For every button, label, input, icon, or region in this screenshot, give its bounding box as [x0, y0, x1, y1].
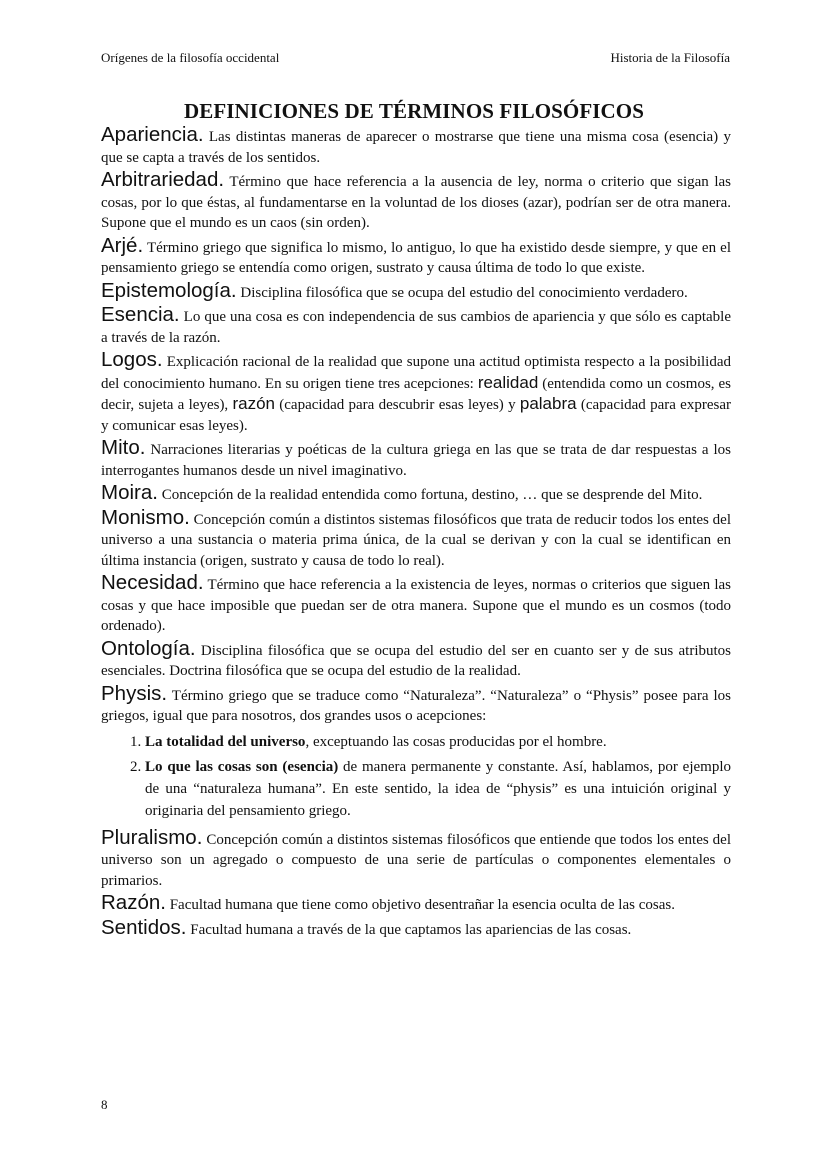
term: Esencia.	[101, 303, 180, 326]
term: Epistemología.	[101, 278, 237, 302]
definition-entry	[101, 305, 731, 348]
term: Arbitrariedad.	[101, 168, 225, 191]
term: Pluralismo.	[101, 825, 203, 849]
definition-entry	[101, 573, 731, 637]
definition: Término que hace referencia a la existencia de leyes, normas o criterios que siguen las cosas y que hace imposible que puedan ser de otra manera. Supone que el mundo es un cosmos (todo ordenado).	[101, 577, 731, 634]
term: Logos.	[101, 348, 163, 371]
running-header	[101, 50, 730, 68]
definition-entry	[101, 505, 731, 572]
term: Necesidad.	[101, 571, 204, 594]
definition-entry	[101, 170, 731, 234]
term: Razón.	[101, 891, 166, 914]
header-right: Historia de la Filosofía	[610, 50, 730, 65]
page-title: DEFINICIONES DE TÉRMINOS FILOSÓFICOS	[183, 99, 645, 123]
definition: Narraciones literarias y poéticas de la cultura griega en las que se trata de dar respuestas a los interrogantes humanos desde un nivel imaginativo.	[101, 442, 731, 479]
definition: (entendida como un cosmos, es decir, sujeta a leyes),	[101, 375, 732, 413]
definitions-list	[101, 125, 731, 942]
definition: Disciplina filosófica que se ocupa del estudio del ser en cuanto ser y de sus atributos esenciales. Doctrina filosófica que se ocupa del estudio de la realidad.	[101, 642, 731, 679]
keyword-realidad: realidad	[477, 372, 539, 392]
keyword-palabra: palabra	[519, 394, 577, 413]
definition-entry	[101, 125, 731, 168]
definition: Término griego que se traduce como “Naturaleza”. “Naturaleza” o “Physis” posee para los griegos, igual que para nosotros, dos grandes usos o acepciones:	[101, 687, 731, 724]
definition-entry	[101, 893, 731, 916]
definition-entry	[101, 915, 731, 941]
definition-entry	[101, 483, 731, 506]
definition: Concepción común a distintos sistemas filosóficos que entiende que todos los entes del universo son un agregado o compuesto de una serie de partículas o componentes elementales o primarios.	[101, 831, 731, 889]
definition-entry	[101, 636, 731, 682]
definition: (capacidad para descubrir esas leyes) y	[275, 397, 520, 413]
physis-usage-list	[101, 731, 731, 822]
definition: Concepción de la realidad entendida como fortuna, destino, … que se desprende del Mito.	[157, 487, 703, 503]
definition-entry	[101, 825, 731, 892]
term: Moira.	[101, 481, 158, 504]
definition: Facultad humana que tiene como objetivo desentrañar la esencia oculta de las cosas.	[165, 897, 675, 913]
page-number: 8	[101, 1097, 108, 1112]
definition: Las distintas maneras de aparecer o mostrarse que tiene una misma cosa (esencia) y que se capta a través de los sentidos.	[101, 129, 731, 166]
definition: Lo que una cosa es con independencia de sus cambios de apariencia y que sólo es captable a través de la razón.	[101, 309, 731, 346]
definition: Facultad humana a través de la que captamos las apariencias de las cosas.	[186, 921, 632, 938]
keyword-razon: razón	[232, 394, 275, 413]
definition-entry	[101, 233, 731, 279]
term: Ontología.	[101, 636, 196, 660]
definition-entry	[101, 350, 731, 436]
definition: Término griego que significa lo mismo, lo antiguo, lo que ha existido desde siempre, y que en el pensamiento griego se entendía como origen, sustrato y causa última de todo lo que existe.	[101, 239, 731, 276]
term: Monismo.	[101, 505, 190, 529]
list-item	[145, 731, 731, 753]
term: Sentidos.	[101, 915, 187, 939]
list-item-text: de manera permanente y constante. Así, hablamos, por ejemplo de una “naturaleza humana”. En este sentido, la idea de “physis” es una intuición original y originaria del pensamiento griego.	[145, 758, 731, 819]
definition-entry	[101, 438, 731, 481]
term: Apariencia.	[101, 123, 204, 146]
term: Physis.	[101, 681, 168, 705]
definition: Explicación racional de la realidad que supone una actitud optimista respecto a la posibilidad del conocimiento humano. En su origen tiene tres acepciones:	[101, 354, 731, 392]
definition: Disciplina filosófica que se ocupa del estudio del conocimiento verdadero.	[236, 284, 688, 301]
list-item	[145, 756, 731, 822]
definition: Término que hace referencia a la ausencia de ley, norma o criterio que sigan las cosas, por lo que éstas, al fundamentarse en la voluntad de los dioses (azar), podrían ser de otra manera. Supone que el mundo es un caos (sin orden).	[101, 174, 731, 231]
list-item-text: , exceptuando las cosas producidas por el hombre.	[305, 733, 607, 750]
term: Mito.	[101, 436, 146, 459]
definition: Concepción común a distintos sistemas filosóficos que trata de reducir todos los entes del universo a una sustancia o materia prima única, de la cual se derivan y con la cual se identifican en última instancia (origen, sustrato y causa de todo lo real).	[101, 511, 731, 569]
definition-entry	[101, 681, 731, 727]
definition: (capacidad para expresar y comunicar esas leyes).	[101, 397, 731, 434]
definition-entry	[101, 278, 731, 304]
list-item-bold: Lo que las cosas son (esencia)	[145, 758, 339, 775]
list-item-bold: La totalidad del universo	[145, 733, 306, 750]
term: Arjé.	[101, 233, 144, 257]
header-left: Orígenes de la filosofía occidental	[101, 50, 280, 65]
